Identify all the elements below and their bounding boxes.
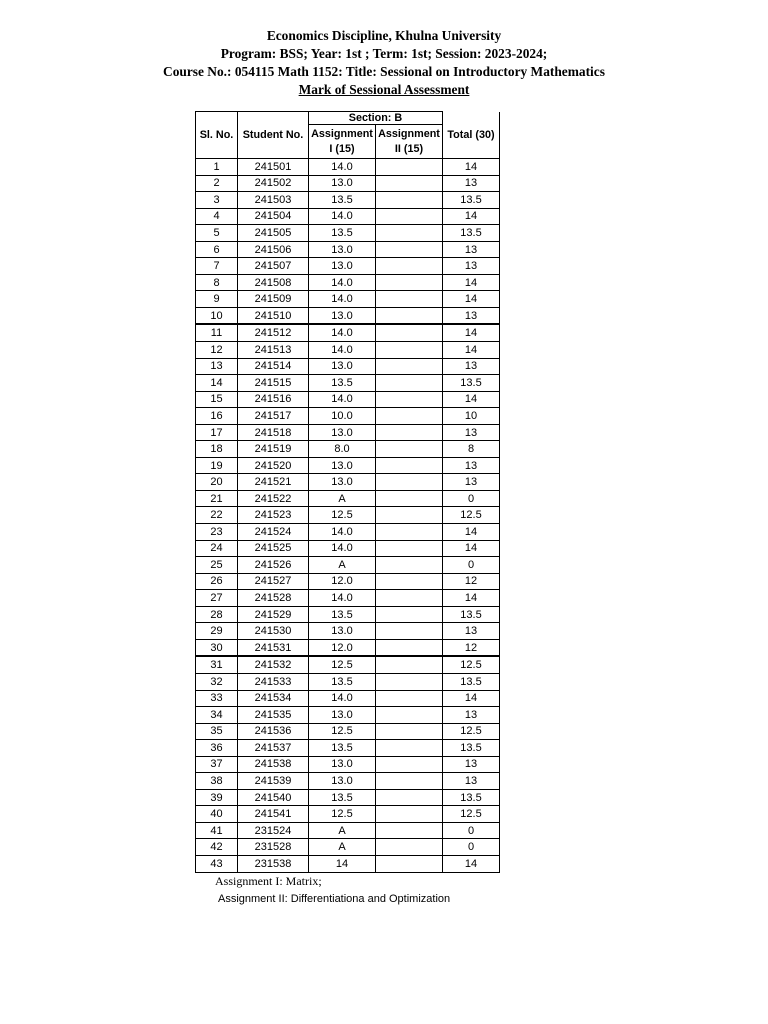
- cell-total: 12.5: [443, 656, 500, 673]
- cell-total: 14: [443, 391, 500, 408]
- table-row: [196, 855, 500, 872]
- cell-assignment-1: 14.0: [309, 274, 376, 291]
- cell-sl: 41: [196, 822, 238, 839]
- cell-assignment-2: [376, 457, 443, 474]
- cell-student-no: 241513: [238, 342, 309, 359]
- table-row: [196, 590, 500, 607]
- cell-assignment-2: [376, 690, 443, 707]
- cell-total: 0: [443, 557, 500, 574]
- cell-student-no: 241503: [238, 192, 309, 209]
- cell-sl: 16: [196, 408, 238, 425]
- cell-student-no: 241508: [238, 274, 309, 291]
- cell-assignment-2: [376, 441, 443, 458]
- cell-total: 0: [443, 490, 500, 507]
- table-row: [196, 391, 500, 408]
- cell-sl: 1: [196, 159, 238, 176]
- cell-assignment-1: 13.0: [309, 756, 376, 773]
- cell-total: 10: [443, 408, 500, 425]
- cell-student-no: 241516: [238, 391, 309, 408]
- cell-sl: 4: [196, 208, 238, 225]
- cell-total: 13.5: [443, 192, 500, 209]
- cell-student-no: 241509: [238, 291, 309, 308]
- cell-total: 12: [443, 639, 500, 656]
- cell-total: 13.5: [443, 673, 500, 690]
- cell-assignment-1: 13.0: [309, 474, 376, 491]
- cell-assignment-2: [376, 342, 443, 359]
- cell-sl: 43: [196, 855, 238, 872]
- table-row: [196, 258, 500, 275]
- table-row: [196, 457, 500, 474]
- cell-total: 13.5: [443, 375, 500, 392]
- cell-assignment-2: [376, 789, 443, 806]
- document-header: [0, 27, 768, 99]
- table-row: [196, 573, 500, 590]
- cell-assignment-1: A: [309, 490, 376, 507]
- cell-student-no: 241514: [238, 358, 309, 375]
- cell-total: 13: [443, 773, 500, 790]
- cell-assignment-2: [376, 656, 443, 673]
- table-row: [196, 557, 500, 574]
- cell-student-no: 241523: [238, 507, 309, 524]
- cell-assignment-2: [376, 740, 443, 757]
- cell-assignment-2: [376, 159, 443, 176]
- cell-assignment-2: [376, 639, 443, 656]
- table-row: [196, 375, 500, 392]
- cell-sl: 26: [196, 573, 238, 590]
- cell-assignment-1: 14.0: [309, 590, 376, 607]
- cell-student-no: 241506: [238, 241, 309, 258]
- cell-sl: 3: [196, 192, 238, 209]
- cell-total: 14: [443, 590, 500, 607]
- cell-assignment-1: 13.5: [309, 225, 376, 242]
- cell-assignment-2: [376, 258, 443, 275]
- cell-assignment-1: 13.0: [309, 307, 376, 324]
- cell-sl: 7: [196, 258, 238, 275]
- cell-sl: 2: [196, 175, 238, 192]
- cell-total: 13.5: [443, 740, 500, 757]
- cell-total: 12: [443, 573, 500, 590]
- cell-sl: 22: [196, 507, 238, 524]
- cell-assignment-1: 13.5: [309, 606, 376, 623]
- cell-assignment-2: [376, 391, 443, 408]
- cell-student-no: 241504: [238, 208, 309, 225]
- col-header-assignment-1-line1: Assignment: [311, 127, 373, 140]
- cell-assignment-2: [376, 424, 443, 441]
- cell-sl: 21: [196, 490, 238, 507]
- col-header-assignment-2-line2: II (15): [394, 142, 424, 155]
- cell-student-no: 241525: [238, 540, 309, 557]
- cell-assignment-1: A: [309, 557, 376, 574]
- cell-sl: 13: [196, 358, 238, 375]
- cell-assignment-1: 13.0: [309, 623, 376, 640]
- cell-student-no: 241535: [238, 707, 309, 724]
- table-row: [196, 291, 500, 308]
- cell-sl: 33: [196, 690, 238, 707]
- cell-sl: 18: [196, 441, 238, 458]
- col-header-assignment-1-line2: I (15): [329, 142, 355, 155]
- cell-assignment-1: 14.0: [309, 159, 376, 176]
- table-row: [196, 673, 500, 690]
- cell-sl: 24: [196, 540, 238, 557]
- cell-assignment-1: 13.0: [309, 175, 376, 192]
- cell-assignment-2: [376, 358, 443, 375]
- marks-table-body: [196, 159, 500, 873]
- footnotes: [215, 872, 450, 908]
- cell-student-no: 241518: [238, 424, 309, 441]
- cell-total: 13.5: [443, 606, 500, 623]
- table-row: [196, 441, 500, 458]
- cell-sl: 40: [196, 806, 238, 823]
- marks-table: [195, 111, 500, 873]
- cell-assignment-2: [376, 540, 443, 557]
- table-row: [196, 524, 500, 541]
- cell-assignment-2: [376, 707, 443, 724]
- cell-student-no: 241522: [238, 490, 309, 507]
- cell-assignment-2: [376, 208, 443, 225]
- table-row: [196, 822, 500, 839]
- cell-total: 13: [443, 358, 500, 375]
- cell-total: 14: [443, 159, 500, 176]
- cell-total: 14: [443, 855, 500, 872]
- cell-total: 0: [443, 822, 500, 839]
- cell-sl: 14: [196, 375, 238, 392]
- cell-assignment-1: A: [309, 839, 376, 856]
- col-header-assignment-2: [376, 125, 443, 159]
- cell-assignment-2: [376, 806, 443, 823]
- cell-sl: 27: [196, 590, 238, 607]
- table-row: [196, 789, 500, 806]
- cell-student-no: 241519: [238, 441, 309, 458]
- cell-assignment-1: 13.0: [309, 258, 376, 275]
- cell-sl: 6: [196, 241, 238, 258]
- table-row: [196, 707, 500, 724]
- table-row: [196, 690, 500, 707]
- cell-total: 13: [443, 457, 500, 474]
- header-assessment-title: Mark of Sessional Assessment: [298, 82, 470, 97]
- cell-student-no: 241533: [238, 673, 309, 690]
- cell-student-no: 241538: [238, 756, 309, 773]
- table-row: [196, 723, 500, 740]
- cell-sl: 8: [196, 274, 238, 291]
- col-header-assignment-1: [309, 125, 376, 159]
- table-row: [196, 307, 500, 324]
- cell-assignment-1: 13.5: [309, 673, 376, 690]
- cell-assignment-2: [376, 375, 443, 392]
- note-assignment-1: Assignment I: Matrix;: [215, 874, 322, 888]
- col-header-student: Student No.: [238, 112, 309, 159]
- cell-assignment-2: [376, 855, 443, 872]
- cell-assignment-1: 13.0: [309, 773, 376, 790]
- col-header-assignment-2-line1: Assignment: [378, 127, 440, 140]
- table-row: [196, 175, 500, 192]
- cell-sl: 20: [196, 474, 238, 491]
- cell-total: 13: [443, 756, 500, 773]
- cell-total: 14: [443, 690, 500, 707]
- cell-assignment-1: A: [309, 822, 376, 839]
- cell-assignment-2: [376, 324, 443, 341]
- table-row: [196, 192, 500, 209]
- cell-assignment-1: 13.0: [309, 707, 376, 724]
- cell-student-no: 241510: [238, 307, 309, 324]
- cell-assignment-2: [376, 507, 443, 524]
- table-row: [196, 623, 500, 640]
- cell-student-no: 231528: [238, 839, 309, 856]
- cell-assignment-2: [376, 408, 443, 425]
- cell-total: 13: [443, 474, 500, 491]
- cell-assignment-2: [376, 573, 443, 590]
- cell-total: 14: [443, 208, 500, 225]
- cell-assignment-2: [376, 723, 443, 740]
- cell-assignment-1: 14.0: [309, 540, 376, 557]
- table-row: [196, 773, 500, 790]
- cell-sl: 5: [196, 225, 238, 242]
- cell-assignment-2: [376, 307, 443, 324]
- cell-assignment-2: [376, 274, 443, 291]
- cell-student-no: 241505: [238, 225, 309, 242]
- cell-student-no: 241531: [238, 639, 309, 656]
- cell-assignment-1: 12.5: [309, 723, 376, 740]
- cell-student-no: 241529: [238, 606, 309, 623]
- table-row: [196, 740, 500, 757]
- col-header-sl: Sl. No.: [196, 112, 238, 159]
- cell-total: 0: [443, 839, 500, 856]
- cell-student-no: 241528: [238, 590, 309, 607]
- table-row: [196, 490, 500, 507]
- cell-assignment-1: 10.0: [309, 408, 376, 425]
- cell-sl: 23: [196, 524, 238, 541]
- cell-total: 13: [443, 241, 500, 258]
- cell-sl: 10: [196, 307, 238, 324]
- cell-total: 13: [443, 258, 500, 275]
- cell-sl: 36: [196, 740, 238, 757]
- cell-student-no: 241501: [238, 159, 309, 176]
- table-row: [196, 656, 500, 673]
- cell-sl: 30: [196, 639, 238, 656]
- cell-student-no: 241540: [238, 789, 309, 806]
- cell-assignment-1: 14.0: [309, 208, 376, 225]
- cell-total: 14: [443, 524, 500, 541]
- cell-assignment-1: 13.0: [309, 424, 376, 441]
- cell-total: 13.5: [443, 225, 500, 242]
- cell-sl: 25: [196, 557, 238, 574]
- cell-sl: 31: [196, 656, 238, 673]
- cell-assignment-1: 8.0: [309, 441, 376, 458]
- cell-assignment-2: [376, 756, 443, 773]
- cell-assignment-2: [376, 623, 443, 640]
- table-row: [196, 241, 500, 258]
- header-course: Course No.: 054115 Math 1152: Title: Sessional on Introductory Mathematics: [163, 64, 605, 79]
- table-row: [196, 159, 500, 176]
- section-label: Section: B: [309, 112, 443, 125]
- cell-student-no: 241515: [238, 375, 309, 392]
- cell-student-no: 241524: [238, 524, 309, 541]
- cell-total: 14: [443, 274, 500, 291]
- table-row: [196, 324, 500, 341]
- cell-assignment-1: 12.5: [309, 656, 376, 673]
- cell-student-no: 241502: [238, 175, 309, 192]
- cell-student-no: 241521: [238, 474, 309, 491]
- cell-student-no: 241512: [238, 324, 309, 341]
- table-row: [196, 342, 500, 359]
- cell-student-no: 241534: [238, 690, 309, 707]
- cell-assignment-2: [376, 192, 443, 209]
- cell-assignment-2: [376, 241, 443, 258]
- cell-sl: 29: [196, 623, 238, 640]
- cell-sl: 11: [196, 324, 238, 341]
- cell-assignment-2: [376, 524, 443, 541]
- cell-student-no: 241539: [238, 773, 309, 790]
- cell-sl: 37: [196, 756, 238, 773]
- cell-assignment-2: [376, 490, 443, 507]
- cell-assignment-1: 14.0: [309, 324, 376, 341]
- cell-assignment-1: 12.0: [309, 639, 376, 656]
- cell-assignment-1: 13.5: [309, 192, 376, 209]
- table-row: [196, 606, 500, 623]
- header-program: Program: BSS; Year: 1st ; Term: 1st; Session: 2023-2024;: [220, 46, 548, 61]
- cell-student-no: 231538: [238, 855, 309, 872]
- cell-assignment-1: 13.5: [309, 375, 376, 392]
- cell-assignment-2: [376, 590, 443, 607]
- cell-assignment-1: 14.0: [309, 291, 376, 308]
- cell-assignment-1: 14.0: [309, 690, 376, 707]
- cell-student-no: 241527: [238, 573, 309, 590]
- cell-student-no: 241530: [238, 623, 309, 640]
- table-row: [196, 424, 500, 441]
- table-row: [196, 408, 500, 425]
- cell-student-no: 231524: [238, 822, 309, 839]
- table-row: [196, 474, 500, 491]
- cell-student-no: 241541: [238, 806, 309, 823]
- table-row: [196, 274, 500, 291]
- cell-assignment-1: 13.0: [309, 358, 376, 375]
- cell-assignment-2: [376, 557, 443, 574]
- header-discipline: Economics Discipline, Khulna University: [266, 28, 502, 43]
- cell-sl: 39: [196, 789, 238, 806]
- cell-assignment-2: [376, 773, 443, 790]
- cell-total: 14: [443, 342, 500, 359]
- cell-total: 8: [443, 441, 500, 458]
- cell-total: 12.5: [443, 507, 500, 524]
- cell-sl: 32: [196, 673, 238, 690]
- cell-student-no: 241532: [238, 656, 309, 673]
- cell-total: 12.5: [443, 806, 500, 823]
- cell-student-no: 241520: [238, 457, 309, 474]
- cell-assignment-1: 14.0: [309, 342, 376, 359]
- cell-sl: 19: [196, 457, 238, 474]
- cell-assignment-1: 13.5: [309, 740, 376, 757]
- table-row: [196, 806, 500, 823]
- cell-total: 13: [443, 175, 500, 192]
- cell-sl: 17: [196, 424, 238, 441]
- cell-assignment-2: [376, 606, 443, 623]
- cell-assignment-2: [376, 673, 443, 690]
- cell-total: 14: [443, 291, 500, 308]
- cell-assignment-1: 14.0: [309, 391, 376, 408]
- cell-assignment-1: 13.0: [309, 457, 376, 474]
- cell-assignment-2: [376, 291, 443, 308]
- cell-total: 14: [443, 324, 500, 341]
- cell-total: 13.5: [443, 789, 500, 806]
- cell-total: 13: [443, 623, 500, 640]
- cell-student-no: 241536: [238, 723, 309, 740]
- cell-total: 12.5: [443, 723, 500, 740]
- table-row: [196, 639, 500, 656]
- cell-assignment-2: [376, 474, 443, 491]
- cell-assignment-2: [376, 225, 443, 242]
- table-row: [196, 358, 500, 375]
- note-assignment-2: Assignment II: Differentiationa and Optimization: [218, 893, 451, 905]
- cell-total: 13: [443, 707, 500, 724]
- cell-total: 13: [443, 424, 500, 441]
- cell-student-no: 241507: [238, 258, 309, 275]
- table-row: [196, 756, 500, 773]
- cell-sl: 28: [196, 606, 238, 623]
- col-header-total: Total (30): [443, 112, 500, 159]
- cell-assignment-1: 13.0: [309, 241, 376, 258]
- cell-assignment-1: 14.0: [309, 524, 376, 541]
- cell-sl: 35: [196, 723, 238, 740]
- cell-sl: 38: [196, 773, 238, 790]
- cell-sl: 12: [196, 342, 238, 359]
- cell-student-no: 241517: [238, 408, 309, 425]
- cell-assignment-1: 12.0: [309, 573, 376, 590]
- table-row: [196, 507, 500, 524]
- cell-student-no: 241526: [238, 557, 309, 574]
- cell-assignment-1: 12.5: [309, 507, 376, 524]
- table-row: [196, 225, 500, 242]
- cell-assignment-2: [376, 839, 443, 856]
- cell-sl: 15: [196, 391, 238, 408]
- cell-assignment-1: 14: [309, 855, 376, 872]
- cell-student-no: 241537: [238, 740, 309, 757]
- cell-sl: 9: [196, 291, 238, 308]
- cell-assignment-1: 13.5: [309, 789, 376, 806]
- cell-sl: 42: [196, 839, 238, 856]
- table-row: [196, 839, 500, 856]
- table-row: [196, 540, 500, 557]
- cell-total: 14: [443, 540, 500, 557]
- cell-sl: 34: [196, 707, 238, 724]
- cell-assignment-2: [376, 175, 443, 192]
- table-row: [196, 208, 500, 225]
- cell-total: 13: [443, 307, 500, 324]
- cell-assignment-1: 12.5: [309, 806, 376, 823]
- cell-assignment-2: [376, 822, 443, 839]
